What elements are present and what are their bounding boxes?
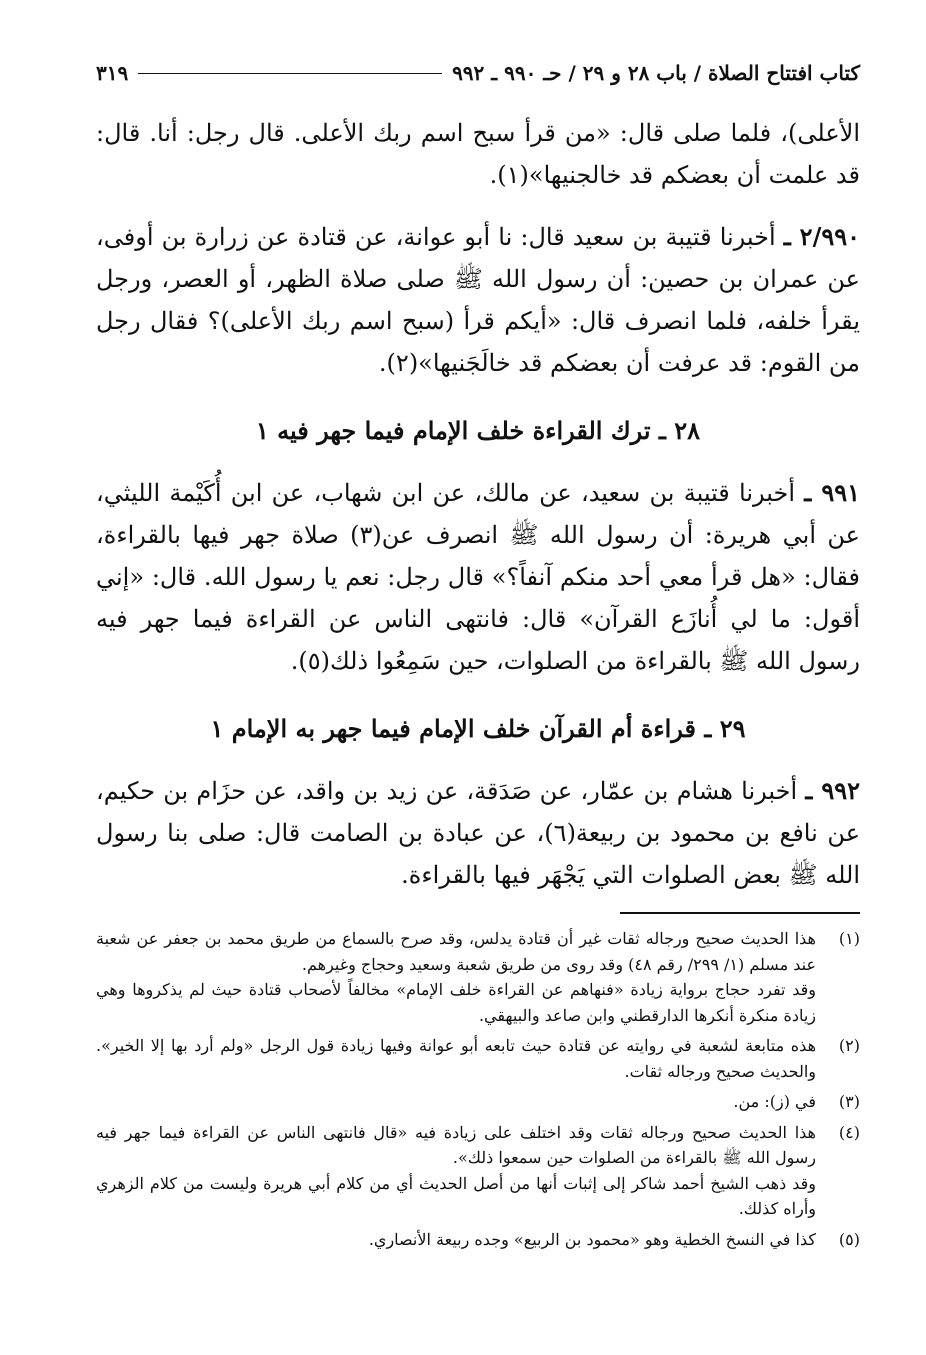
footnote-number: (٥)	[838, 1229, 860, 1249]
footnote-5	[96, 1227, 860, 1253]
hadith-991	[96, 472, 860, 682]
main-text	[96, 112, 860, 896]
hadith-number: ٩٩٢ ـ	[805, 776, 860, 805]
footnote-line: وقد ذهب الشيخ أحمد شاكر إلى إثبات أنها من أصل الحديث أي من كلام أبي هريرة وليست من كلام الزهري وأراه كذلك.	[96, 1173, 816, 1218]
chapter-heading-28: ٢٨ ـ ترك القراءة خلف الإمام فيما جهر فيه ١	[255, 416, 701, 445]
footnote-text	[96, 1120, 816, 1222]
footnote-line: وقد تفرد حجاج برواية زيادة «فنهاهم عن القراءة خلف الإمام» مخالفاً لأصحاب قتادة حيث لم يذكروها وهي زيادة منكرة أنكرها الدارقطني وابن صاعد والبيهقي.	[96, 980, 816, 1025]
footnotes	[96, 926, 860, 1257]
footnote-text	[96, 1089, 816, 1115]
hadith-number: ٩٩١ ـ	[804, 478, 860, 507]
footnote-number: (١)	[838, 929, 860, 948]
footnote-line: هذا الحديث صحيح ورجاله ثقات وقد اختلف على زيادة فيه «قال فانتهى الناس عن القراءة فيما جهر فيه رسول الله ﷺ بالقراءة من الصلوات حين سمعوا ذلك».	[96, 1122, 816, 1167]
footnote-3	[96, 1089, 860, 1115]
paragraph-continuation: الأعلى)، فلما صلى قال: «من قرأ سبح اسم ربك الأعلى. قال رجل: أنا. قال: قد علمت أن بعضكم قد خالجنيها»(١).	[96, 119, 860, 189]
chapter-heading-29: ٢٩ ـ قراءة أم القرآن خلف الإمام فيما جهر به الإمام ١	[210, 714, 746, 743]
hadith-text: أخبرنا قتيبة بن سعيد، عن مالك، عن ابن شهاب، عن ابن أُكَيْمة الليثي، عن أبي هريرة: أن رسول الله ﷺ انصرف عن(٣) صلاة جهر فيها بالقراءة، فقال: «هل قرأ معي أحد منكم آنفاً؟» قال رجل: نعم يا رسول الله. قال: «إني أقول: ما لي أُنازَع القرآن» قال: فانتهى الناس عن القراءة فيما جهر فيه رسول الله ﷺ بالقراءة من الصلوات، حين سَمِعُوا ذلك(٥).	[96, 479, 860, 675]
page-number: ٣١٩	[96, 61, 129, 85]
footnote-separator	[620, 912, 860, 914]
footnote-4	[96, 1120, 860, 1222]
footnote-number: (٤)	[838, 1122, 860, 1142]
footnote-number: (٢)	[838, 1036, 860, 1055]
footnote-line: في (ز): من.	[733, 1092, 816, 1111]
footnote-text	[96, 926, 816, 1028]
footnote-line: هذه متابعة لشعبة في روايته عن قتادة حيث تابعه أبو عوانة وفيها زيادة قول الرجل «ولم أرد بها إلا الخير». والحديث صحيح ورجاله ثقات.	[96, 1036, 816, 1081]
footnote-text	[96, 1227, 816, 1253]
footnote-number: (٣)	[838, 1092, 860, 1111]
footnote-text	[96, 1033, 816, 1084]
header-rule	[138, 73, 442, 74]
footnote-line: كذا في النسخ الخطية وهو «محمود بن الربيع» وجده ربيعة الأنصاري.	[368, 1229, 816, 1249]
header-title: كتاب افتتاح الصلاة / باب ٢٨ و ٢٩ / حـ ٩٩٠ ـ ٩٩٢	[452, 61, 860, 85]
footnote-1	[96, 926, 860, 1028]
running-header	[96, 58, 860, 88]
hadith-992	[96, 770, 860, 896]
hadith-number: ٢/٩٩٠ ـ	[783, 222, 860, 251]
hadith-990	[96, 216, 860, 384]
footnote-line: هذا الحديث صحيح ورجاله ثقات غير أن قتادة يدلس، وقد صرح بالسماع من طريق محمد بن جعفر عن شعبة عند مسلم (١/ ٢٩٩/ رقم ٤٨) وقد روى من طريق شعبة وسعيد وحجاج وغيرهم.	[96, 929, 816, 974]
footnote-2	[96, 1033, 860, 1084]
hadith-text: أخبرنا هشام بن عمّار، عن صَدَقة، عن زيد بن واقد، عن حزَام بن حكيم، عن نافع بن محمود بن ربيعة(٦)، عن عبادة بن الصامت قال: صلى بنا رسول الله ﷺ بعض الصلوات التي يَجْهَر فيها بالقراءة.	[96, 777, 861, 889]
hadith-text: أخبرنا قتيبة بن سعيد قال: نا أبو عوانة، عن قتادة عن زرارة بن أوفى، عن عمران بن حصين: أن رسول الله ﷺ صلى صلاة الظهر، أو العصر، ورجل يقرأ خلفه، فلما انصرف قال: «أيكم قرأ (سبح اسم ربك الأعلى)؟ فقال رجل من القوم: قد عرفت أن بعضكم قد خالَجَنيها»(٢).	[96, 223, 860, 377]
